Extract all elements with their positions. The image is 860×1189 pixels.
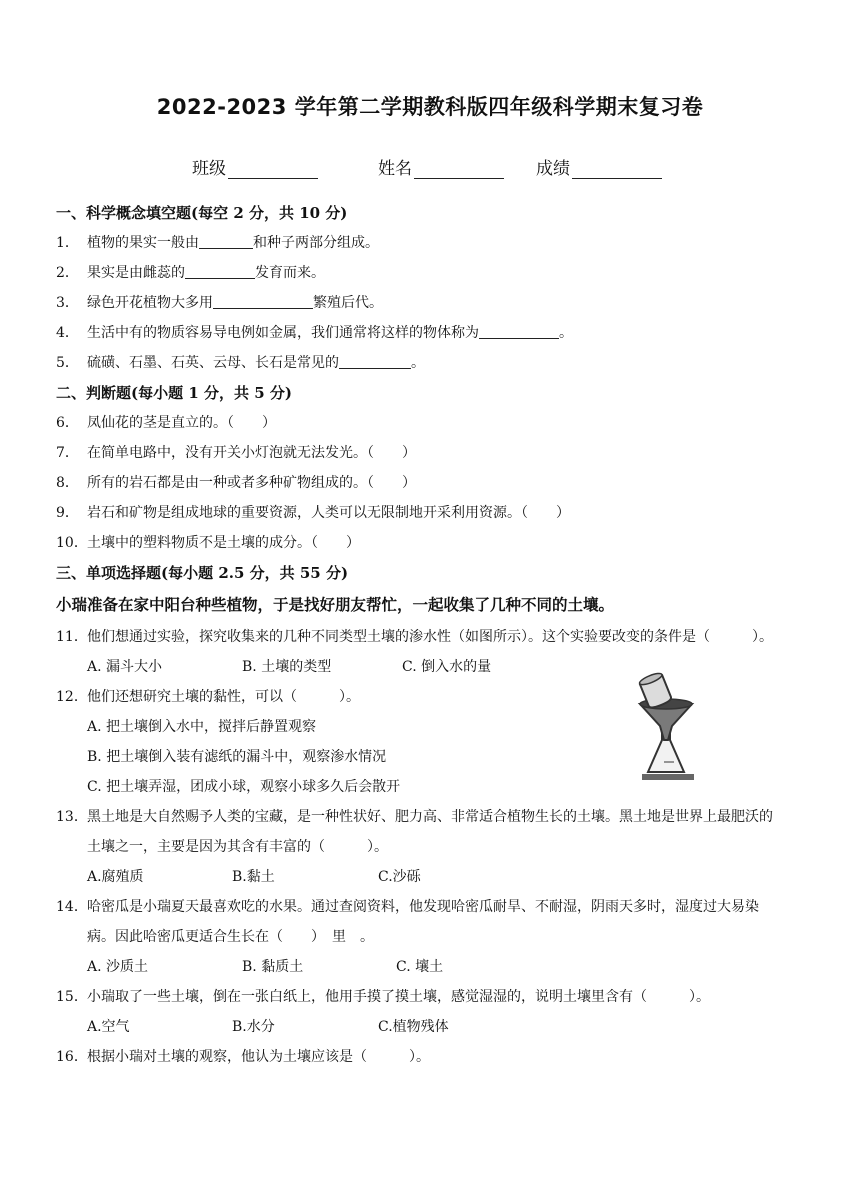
section-fill-heading: 一、科学概念填空题(每空 2 分，共 10 分) — [56, 204, 348, 222]
question-14-options — [56, 952, 796, 982]
option-a[interactable]: A. 沙质土 — [87, 959, 149, 975]
answer-blank[interactable] — [479, 322, 559, 339]
question-3 — [56, 288, 796, 318]
page-title: 2022-2023 学年第二学期教科版四年级科学期末复习卷 — [156, 95, 704, 119]
answer-blank[interactable] — [185, 262, 255, 279]
score-label: 成绩 — [536, 159, 570, 179]
question-11 — [56, 622, 776, 652]
question-number: 14． — [56, 899, 88, 915]
question-text: 他们想通过实验，探究收集来的几种不同类型土壤的渗水性（如图所示）。这个实验要改变的条件是（ ）。 — [87, 629, 773, 645]
question-number: 6． — [56, 415, 79, 431]
option-b[interactable]: B. 黏质土 — [242, 959, 304, 975]
question-text: 和种子两部分组成。 — [253, 235, 379, 251]
question-1 — [56, 228, 796, 258]
question-number: 8． — [56, 475, 79, 491]
question-text: 果实是由雌蕊的 — [87, 265, 185, 281]
section-judge-heading: 二、判断题(每小题 1 分，共 5 分) — [56, 384, 292, 402]
question-15 — [56, 982, 796, 1012]
question-number: 2． — [56, 265, 79, 281]
question-text: 凤仙花的茎是直立的。（ ） — [87, 415, 276, 431]
question-5 — [56, 348, 796, 378]
class-label: 班级 — [192, 159, 226, 179]
question-13-options — [56, 862, 796, 892]
question-text: 植物的果实一般由 — [87, 235, 199, 251]
question-number: 13． — [56, 809, 88, 825]
option-c[interactable]: C. 把土壤弄湿，团成小球，观察小球多久后会散开 — [87, 779, 401, 795]
question-7 — [56, 438, 796, 468]
question-number: 7． — [56, 445, 79, 461]
question-number: 11． — [56, 629, 88, 645]
question-2 — [56, 258, 796, 288]
question-16 — [56, 1042, 796, 1072]
option-b[interactable]: B. 把土壤倒入装有滤纸的漏斗中，观察渗水情况 — [87, 749, 387, 765]
question-text: 根据小瑞对土壤的观察，他认为土壤应该是（ ）。 — [87, 1049, 430, 1065]
question-4 — [56, 318, 796, 348]
option-b[interactable]: B.水分 — [232, 1019, 275, 1035]
question-9 — [56, 498, 796, 528]
question-text: 绿色开花植物大多用 — [87, 295, 213, 311]
option-a[interactable]: A. 把土壤倒入水中，搅拌后静置观察 — [87, 719, 317, 735]
question-text: 发育而来。 — [255, 265, 325, 281]
funnel-experiment-illustration — [634, 662, 698, 782]
option-b[interactable]: B.黏土 — [232, 869, 275, 885]
option-a[interactable]: A.腐殖质 — [87, 869, 144, 885]
question-text: 在简单电路中，没有开关小灯泡就无法发光。（ ） — [87, 445, 416, 461]
section-choice-heading: 三、单项选择题(每小题 2.5 分，共 55 分) — [56, 564, 349, 582]
answer-blank[interactable] — [199, 232, 253, 249]
student-info — [192, 154, 712, 180]
option-c[interactable]: C.沙砾 — [378, 869, 421, 885]
option-a[interactable]: A. 漏斗大小 — [87, 659, 163, 675]
class-field[interactable] — [192, 154, 318, 179]
class-blank[interactable] — [228, 160, 318, 179]
question-number: 4． — [56, 325, 79, 341]
question-text: 岩石和矿物是组成地球的重要资源，人类可以无限制地开采利用资源。（ ） — [87, 505, 570, 521]
question-10 — [56, 528, 796, 558]
question-8 — [56, 468, 796, 498]
base-stand — [642, 774, 694, 780]
question-text: 。 — [559, 325, 573, 341]
option-a[interactable]: A.空气 — [87, 1019, 130, 1035]
answer-blank[interactable] — [213, 292, 313, 309]
score-blank[interactable] — [572, 160, 662, 179]
question-number: 3． — [56, 295, 79, 311]
option-b[interactable]: B. 土壤的类型 — [242, 659, 332, 675]
question-text: 他们还想研究土壤的黏性，可以（ ）。 — [87, 689, 360, 705]
question-text: 。 — [411, 355, 425, 371]
question-text: 黑土地是大自然赐予人类的宝藏，是一种性状好、肥力高、非常适合植物生长的土壤。黑土地是世界上最肥沃的土壤之一，主要是因为其含有丰富的（ ）。 — [87, 809, 773, 855]
question-6 — [56, 408, 796, 438]
question-text: 繁殖后代。 — [313, 295, 383, 311]
option-c[interactable]: C. 倒入水的量 — [402, 659, 492, 675]
question-text: 所有的岩石都是由一种或者多种矿物组成的。（ ） — [87, 475, 416, 491]
question-number: 5． — [56, 355, 79, 371]
score-field[interactable] — [536, 154, 662, 179]
question-text: 哈密瓜是小瑞夏天最喜欢吃的水果。通过查阅资料，他发现哈密瓜耐旱、不耐湿，阴雨天多时，湿度过大易染病。因此哈密瓜更适合生长在（ ） 里 。 — [87, 899, 759, 945]
option-c[interactable]: C. 壤土 — [396, 959, 444, 975]
question-number: 9． — [56, 505, 79, 521]
name-field[interactable] — [378, 154, 504, 179]
question-text: 小瑞取了一些土壤，倒在一张白纸上，他用手摸了摸土壤，感觉湿湿的，说明土壤里含有（ ）。 — [87, 989, 710, 1005]
question-text: 土壤中的塑料物质不是土壤的成分。（ ） — [87, 535, 360, 551]
question-13 — [56, 802, 776, 862]
question-text: 生活中有的物质容易导电例如金属，我们通常将这样的物体称为 — [87, 325, 479, 341]
question-15-options — [56, 1012, 796, 1042]
question-number: 15． — [56, 989, 88, 1005]
exam-content — [56, 198, 796, 1072]
question-number: 1． — [56, 235, 79, 251]
name-label: 姓名 — [378, 159, 412, 179]
answer-blank[interactable] — [339, 352, 411, 369]
question-number: 16． — [56, 1049, 88, 1065]
question-number: 12． — [56, 689, 88, 705]
name-blank[interactable] — [414, 160, 504, 179]
question-number: 10． — [56, 535, 88, 551]
option-c[interactable]: C.植物残体 — [378, 1019, 449, 1035]
question-text: 硫磺、石墨、石英、云母、长石是常见的 — [87, 355, 339, 371]
question-14 — [56, 892, 776, 952]
scenario-text: 小瑞准备在家中阳台种些植物，于是找好朋友帮忙，一起收集了几种不同的土壤。 — [56, 596, 615, 614]
